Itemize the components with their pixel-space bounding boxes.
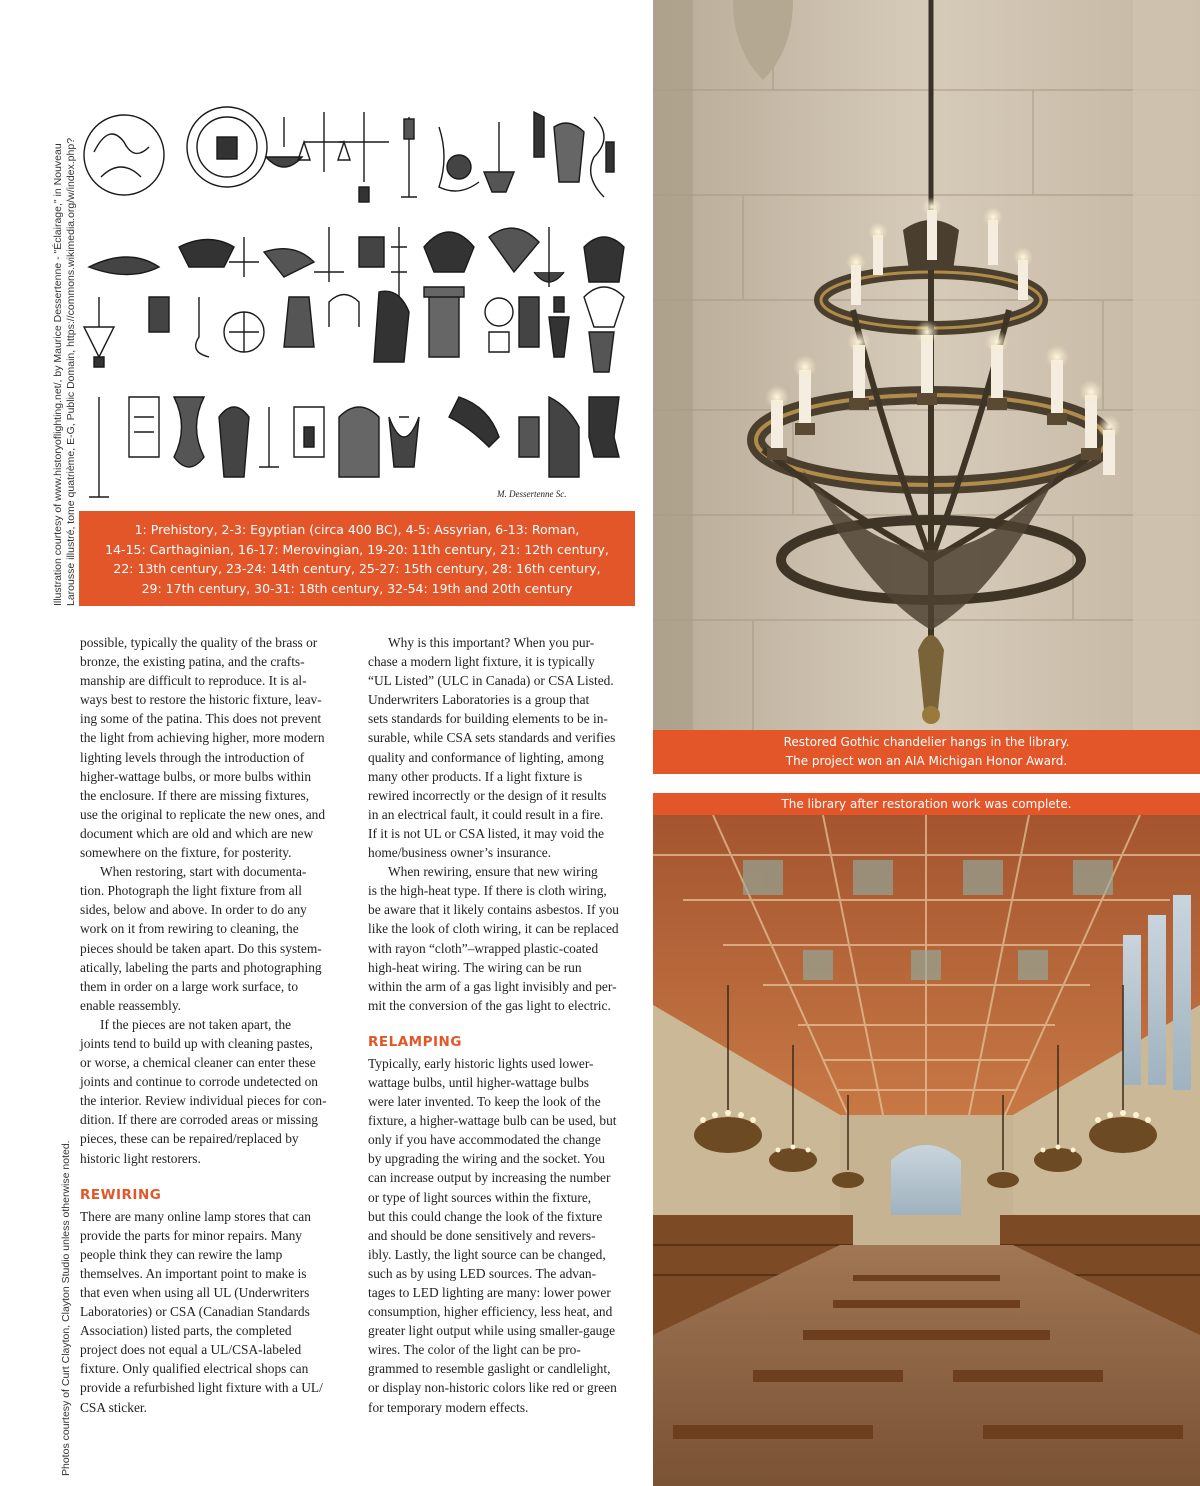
right-text-column xyxy=(368,633,640,1417)
photo-credit: Photos courtesy of Curt Clayton, Clayton Studio unless otherwise noted. xyxy=(60,1140,72,1476)
caption-line: 22: 13th century, 23-24: 14th century, 25-27: 15th century, 28: 16th century, xyxy=(113,561,601,576)
paragraph: Why is this important? When you pur- chase a modern light fixture, it is typically “UL Listed” (ULC in Canada) or CSA Listed. Underwriters Laboratories is a group that sets standards for building elements to be in- surable, while CSA sets standards and verifies quality and conformance of lighting, among many other products. If a light fixture is rewired incorrectly or the design of it results in an electrical fault, it could result in a fire. If it is not UL or CSA listed, it may void the home/business owner’s insurance. xyxy=(368,635,616,861)
chandelier-photo xyxy=(653,0,1200,730)
caption-line: Restored Gothic chandelier hangs in the library. xyxy=(783,735,1070,749)
caption-line: The project won an AIA Michigan Honor Award. xyxy=(785,754,1068,768)
paragraph: Typically, early historic lights used lower- wattage bulbs, until higher-wattage bulbs were later invented. To keep the look of the fixture, a higher-wattage bulb can be used, but only if you have accommodated the change by upgrading the wiring and the socket. You can increase output by increasing the number or type of light sources within the fixture, but this could change the look of the fixture and should be done sensitively and revers- ibly. Lastly, the light source can be changed, such as by using LED sources. The advan- tages to LED lighting are many: lower power consumption, higher efficiency, less heat, and greater light output while using smaller-gauge wires. The color of the light can be pro- grammed to resemble gaslight or candlelight, or display non-historic colors like red or green for temporary modern effects. xyxy=(368,1055,617,1415)
left-text-column xyxy=(80,633,350,1417)
paragraph: There are many online lamp stores that can provide the parts for minor repairs. Many people think they can rewire the lamp themselves. An important point to make is that even when using all UL (Underwriters Laboratories) or CSA (Canadian Standards Association) listed parts, the completed project does not equal a UL/CSA-labeled fixture. Only qualified electrical shops can provide a refurbished light fixture with a UL/ CSA sticker. xyxy=(80,1208,323,1415)
illustration-caption xyxy=(79,511,635,606)
paragraph: When restoring, start with documenta- tion. Photograph the light fixture from all sides, below and above. In order to do any work on it from rewiring to cleaning, the pieces should be taken apart. Do this system- atically, labeling the parts and photographing them in order on a large work surface, to enable reassembly. xyxy=(80,864,322,1013)
rewiring-heading: REWIRING xyxy=(80,1186,162,1203)
caption-line: 14-15: Carthaginian, 16-17: Merovingian, 19-20: 11th century, 21: 12th century, xyxy=(105,541,609,557)
caption-line: 29: 17th century, 30-31: 18th century, 32-54: 19th and 20th century xyxy=(141,580,573,596)
paragraph: When rewiring, ensure that new wiring is the high-heat type. If there is cloth wiring, be aware that it likely contains asbestos. If you like the look of cloth wiring, it can be replaced with rayon “cloth”–wrapped plastic-coated high-heat wiring. The wiring can be run within the arm of a gas light invisibly and per- mit the conversion of the gas light to electric. xyxy=(368,864,620,1013)
illustration-credit: Illustration courtesy of www.historyoflighting.net/, by Maurice Dessertenne - "Éclairage," in Nouveau Larousse illustré, tome quatrième, E-G, Public Domain, https://commons.wikimedia.org/w/index.php? xyxy=(52,137,77,606)
caption-line: 1: Prehistory, 2-3: Egyptian (circa 400 BC), 4-5: Assyrian, 6-13: Roman, xyxy=(134,522,580,537)
historic-lighting-illustration xyxy=(79,97,635,509)
paragraph: If the pieces are not taken apart, the joints tend to build up with cleaning pastes, or worse, a chemical cleaner can enter these joints and continue to corrode undetected on the interior. Review individual pieces for con- dition. If there are corroded areas or missing pieces, these can be repaired/replaced by historic light restorers. xyxy=(80,1016,327,1166)
paragraph: possible, typically the quality of the brass or bronze, the existing patina, and the crafts- manship are difficult to reproduce. It is al- ways best to restore the historic fixture, leav- ing some of the patina. This does not prevent the light from achieving higher, more modern lighting levels through the introduction of higher-wattage bulbs, or more bulbs within the enclosure. If there are missing fixtures, use the original to replicate the new ones, and document which are old and which are new somewhere on the fixture, for posterity. xyxy=(80,635,326,861)
library-photo xyxy=(653,815,1200,1486)
illustration-signature: M. Dessertenne Sc. xyxy=(497,489,567,499)
library-caption: The library after restoration work was complete. xyxy=(653,793,1200,815)
chandelier-caption xyxy=(653,730,1200,774)
relamping-heading: RELAMPING xyxy=(368,1033,462,1050)
